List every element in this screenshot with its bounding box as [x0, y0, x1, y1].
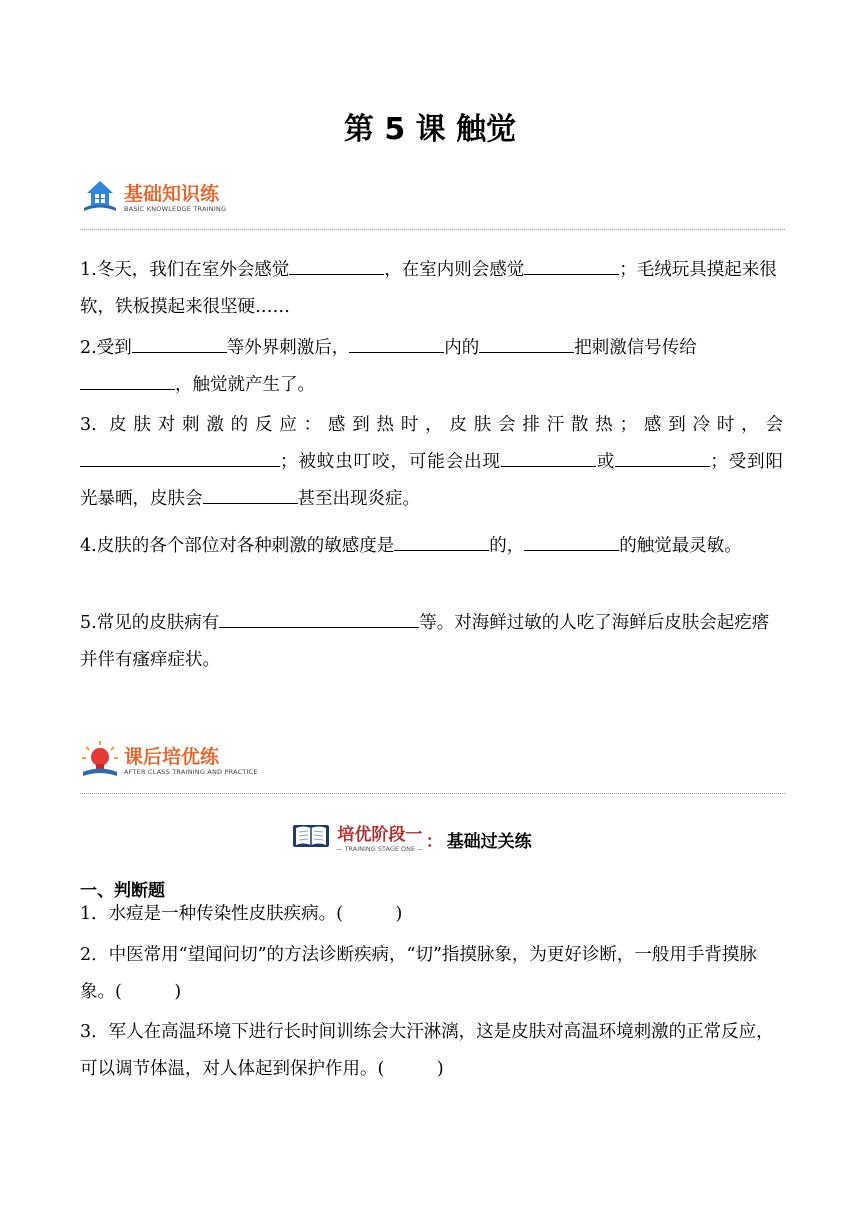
lightbulb-book-icon: [80, 740, 120, 782]
training-stage-header: [292, 822, 532, 856]
banner-subtitle: AFTER CLASS TRAINING AND PRACTICE: [124, 768, 258, 776]
open-book-icon: [292, 822, 330, 856]
banner-title: 基础知识练: [124, 183, 220, 205]
dotted-divider: [80, 793, 785, 794]
judge-question-1: 1．水痘是一种传染性皮肤疾病。( ): [80, 904, 403, 924]
fill-question-4: 4.皮肤的各个部位对各种刺激的敏感度是 的， 的触觉最灵敏。: [80, 528, 783, 565]
stage-subtitle: — TRAINING STAGE ONE —: [336, 845, 424, 853]
answer-blank[interactable]: [80, 446, 280, 467]
answer-blank[interactable]: [219, 607, 419, 628]
fill-question-2: 2.受到 等外界刺激后， 内的 把刺激信号传给，触觉就产生了。: [80, 330, 783, 404]
stage-title: 培优阶段一: [337, 825, 423, 845]
answer-blank[interactable]: [479, 332, 574, 353]
answer-blank[interactable]: [349, 332, 444, 353]
answer-blank[interactable]: [524, 254, 619, 275]
stage-text: 基础过关练: [446, 831, 532, 852]
fill-question-1: 1.冬天，我们在室外会感觉 ，在室内则会感觉 ；毛绒玩具摸起来很软，铁板摸起来很坚硬……: [80, 252, 783, 326]
stage-colon: ：: [425, 831, 443, 852]
answer-blank[interactable]: [394, 530, 489, 551]
section-heading: 一、判断题: [80, 881, 165, 901]
after-class-banner: [80, 741, 258, 781]
fill-question-3: 3. 皮肤对刺激的反应：感到热时，皮肤会排汗散热；感到冷时，会；被蚊虫叮咬，可能会出现 或 ；受到阳光暴晒，皮肤会 甚至出现炎症。: [80, 415, 784, 509]
house-book-icon: [80, 178, 120, 218]
answer-blank[interactable]: [203, 483, 298, 504]
page-title: 第 5 课 触觉: [343, 112, 517, 147]
judge-question-3: 3．军人在高温环境下进行长时间训练会大汗淋漓，这是皮肤对高温环境刺激的正常反应，可以调节体温，对人体起到保护作用。( ): [80, 1022, 774, 1079]
fill-question-5: 5.常见的皮肤病有 等。对海鲜过敏的人吃了海鲜后皮肤会起疙瘩并伴有瘙痒症状。: [80, 605, 783, 679]
answer-blank[interactable]: [289, 254, 384, 275]
basic-knowledge-banner: [80, 178, 226, 218]
answer-blank[interactable]: [615, 446, 710, 467]
banner-subtitle: BASIC KNOWLEDGE TRAINING: [124, 205, 227, 213]
answer-blank[interactable]: [80, 369, 175, 390]
banner-title: 课后培优练: [124, 746, 220, 768]
judge-question-2: 2．中医常用“望闻问切”的方法诊断疾病，“切”指摸脉象，为更好诊断，一般用手背摸脉象。( ): [80, 945, 757, 1002]
answer-blank[interactable]: [501, 446, 596, 467]
answer-blank[interactable]: [132, 332, 227, 353]
answer-blank[interactable]: [524, 530, 619, 551]
dotted-divider: [80, 229, 785, 230]
